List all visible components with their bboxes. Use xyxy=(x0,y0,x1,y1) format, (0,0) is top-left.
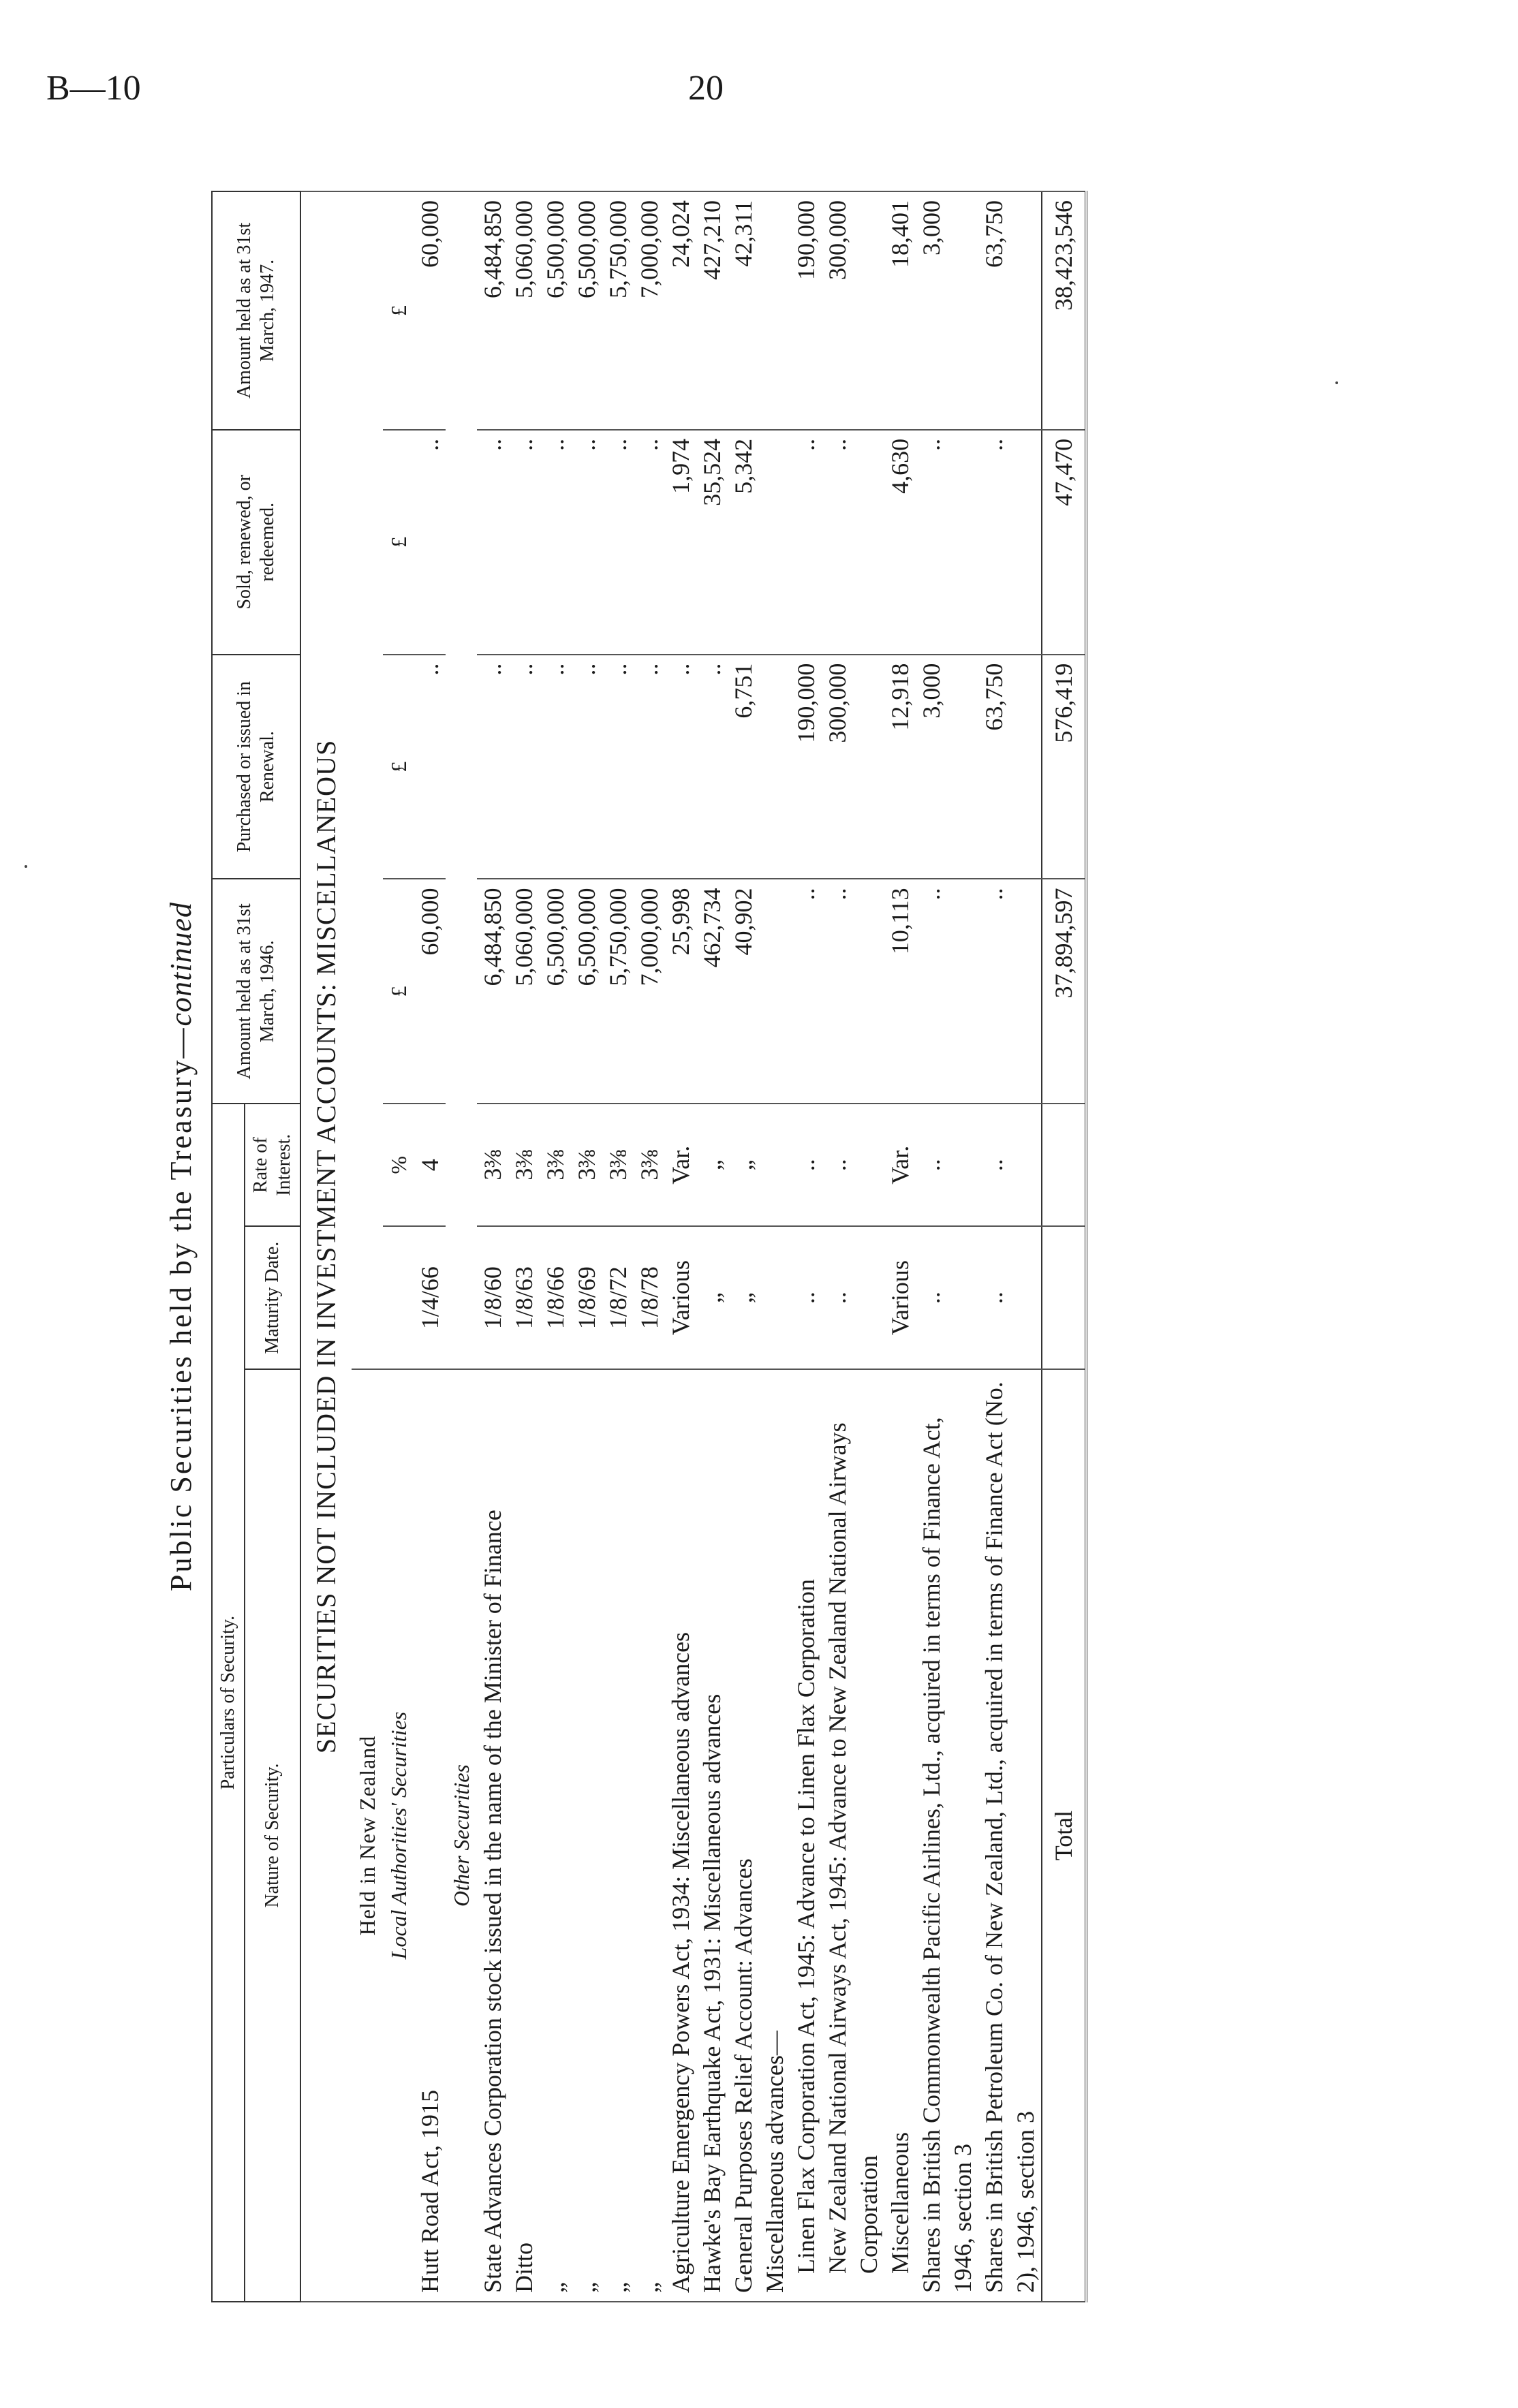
cell-rate xyxy=(759,1104,790,1226)
cell-nature: Hawke's Bay Earthquake Act, 1931: Miscellaneous advances xyxy=(696,1369,728,2302)
subheading-other xyxy=(446,1369,477,2302)
cell-held-1947: 24,024 xyxy=(665,191,696,430)
cell-purchased: 63,750 xyxy=(978,655,1042,879)
header-rate: Rate of Interest. xyxy=(245,1104,300,1226)
cell-rate: .. xyxy=(978,1104,1042,1226)
cell-maturity: 1/8/66 xyxy=(540,1226,571,1369)
cell-held-1947: 6,500,000 xyxy=(540,191,571,430)
subheading-held-nz-text: Held in New Zealand xyxy=(355,1735,380,1936)
page-number: 20 xyxy=(688,69,724,108)
cell-nature: Shares in British Commonwealth Pacific Airlines, Ltd., acquired in terms of Finance Act, 1946, section 3 xyxy=(916,1369,978,2302)
print-speck xyxy=(25,865,27,868)
header-nature: Nature of Security. xyxy=(245,1369,300,2302)
table-row xyxy=(665,191,696,2302)
cell-purchased: 190,000 xyxy=(790,655,822,879)
header-sold: Sold, renewed, or redeemed. xyxy=(212,430,300,655)
total-held-1946: 37,894,597 xyxy=(1042,879,1086,1104)
header-held-1946: Amount held as at 31st March, 1946. xyxy=(212,879,300,1104)
cell-held-1946: 462,734 xyxy=(696,879,728,1104)
cell-nature: General Purposes Relief Account: Advances xyxy=(728,1369,759,2302)
cell-maturity: „ xyxy=(696,1226,728,1369)
cell-nature: Hutt Road Act, 1915 xyxy=(414,1369,446,2302)
cell-held-1947: 5,060,000 xyxy=(508,191,540,430)
subheading-row xyxy=(446,191,477,2302)
cell-rate: Var. xyxy=(665,1104,696,1226)
table-row xyxy=(414,191,446,2302)
cell-sold: .. xyxy=(822,430,884,655)
cell-purchased: 12,918 xyxy=(884,655,916,879)
cell-maturity: .. xyxy=(790,1226,822,1369)
cell-held-1947: 3,000 xyxy=(916,191,978,430)
cell-held-1947: 190,000 xyxy=(790,191,822,430)
cell-nature: „ xyxy=(634,1369,665,2302)
cell-rate: 4 xyxy=(414,1104,446,1226)
unit-pound: £ xyxy=(383,430,414,655)
table-title-continued: continued xyxy=(164,902,198,1027)
subheading-row xyxy=(383,191,414,2302)
subheading-other-text: Other Securities xyxy=(449,1764,474,1907)
cell-nature: „ xyxy=(602,1369,634,2302)
cell-rate: „ xyxy=(696,1104,728,1226)
header-purchased: Purchased or issued in Renewal. xyxy=(212,655,300,879)
cell-held-1946: 10,113 xyxy=(884,879,916,1104)
table-row xyxy=(696,191,728,2302)
securities-table xyxy=(211,191,1087,2302)
cell-nature: New Zealand National Airways Act, 1945: Advance to New Zealand National Airways Corporation xyxy=(822,1369,884,2302)
cell-held-1946: 5,750,000 xyxy=(602,879,634,1104)
cell-purchased: .. xyxy=(540,655,571,879)
cell-nature: Miscellaneous xyxy=(884,1369,916,2302)
table-row xyxy=(540,191,571,2302)
header-maturity: Maturity Date. xyxy=(245,1226,300,1369)
cell-held-1946 xyxy=(759,879,790,1104)
cell-maturity: .. xyxy=(916,1226,978,1369)
cell-nature: State Advances Corporation stock issued in the name of the Minister of Finance xyxy=(477,1369,508,2302)
table-row xyxy=(508,191,540,2302)
cell-purchased: .. xyxy=(414,655,446,879)
cell-held-1947: 18,401 xyxy=(884,191,916,430)
cell-held-1947: 300,000 xyxy=(822,191,884,430)
total-row xyxy=(1042,191,1086,2302)
cell-rate: .. xyxy=(822,1104,884,1226)
table-row xyxy=(884,191,916,2302)
cell-sold xyxy=(759,430,790,655)
cell-held-1947: 60,000 xyxy=(414,191,446,430)
cell-held-1947: 427,210 xyxy=(696,191,728,430)
cell-purchased: .. xyxy=(571,655,602,879)
cell-nature: Linen Flax Corporation Act, 1945: Advance to Linen Flax Corporation xyxy=(790,1369,822,2302)
cell-sold: .. xyxy=(602,430,634,655)
cell-rate: 3⅜ xyxy=(477,1104,508,1226)
subheading-held-nz xyxy=(352,1369,383,2302)
table-row xyxy=(728,191,759,2302)
page-reference: B—10 xyxy=(46,69,141,108)
unit-pound: £ xyxy=(383,655,414,879)
cell-held-1946: .. xyxy=(822,879,884,1104)
cell-purchased: 300,000 xyxy=(822,655,884,879)
cell-held-1947: 63,750 xyxy=(978,191,1042,430)
cell-held-1947: 7,000,000 xyxy=(634,191,665,430)
cell-maturity: 1/8/63 xyxy=(508,1226,540,1369)
cell-maturity xyxy=(759,1226,790,1369)
cell-rate: „ xyxy=(728,1104,759,1226)
cell-sold: 5,342 xyxy=(728,430,759,655)
table-header xyxy=(212,191,300,2302)
cell-held-1947 xyxy=(759,191,790,430)
cell-held-1946: .. xyxy=(916,879,978,1104)
table-row xyxy=(477,191,508,2302)
table-row xyxy=(822,191,884,2302)
cell-rate: .. xyxy=(916,1104,978,1226)
cell-rate: 3⅜ xyxy=(634,1104,665,1226)
cell-maturity: 1/8/69 xyxy=(571,1226,602,1369)
cell-rate: 3⅜ xyxy=(508,1104,540,1226)
cell-nature: Miscellaneous advances— xyxy=(759,1369,790,2302)
unit-pct: % xyxy=(383,1104,414,1226)
cell-purchased: .. xyxy=(665,655,696,879)
cell-nature: „ xyxy=(571,1369,602,2302)
cell-sold: 1,974 xyxy=(665,430,696,655)
table-title xyxy=(164,191,198,2302)
cell-sold: .. xyxy=(790,430,822,655)
cell-sold: .. xyxy=(508,430,540,655)
cell-nature: „ xyxy=(540,1369,571,2302)
cell-purchased xyxy=(759,655,790,879)
unit-pound: £ xyxy=(383,879,414,1104)
cell-maturity: Various xyxy=(884,1226,916,1369)
cell-maturity: Various xyxy=(665,1226,696,1369)
cell-held-1946: 40,902 xyxy=(728,879,759,1104)
section-heading-row xyxy=(300,191,352,2302)
cell-held-1947: 6,484,850 xyxy=(477,191,508,430)
subheading-row xyxy=(352,191,383,2302)
cell-sold: .. xyxy=(634,430,665,655)
table-row xyxy=(759,191,790,2302)
cell-held-1946: 6,484,850 xyxy=(477,879,508,1104)
cell-purchased: .. xyxy=(477,655,508,879)
table-row xyxy=(790,191,822,2302)
cell-maturity: .. xyxy=(822,1226,884,1369)
table-row xyxy=(916,191,978,2302)
cell-held-1946: .. xyxy=(790,879,822,1104)
cell-held-1947: 42,311 xyxy=(728,191,759,430)
cell-held-1946: 60,000 xyxy=(414,879,446,1104)
table-body xyxy=(300,191,1086,2302)
cell-sold: .. xyxy=(916,430,978,655)
unit-pound: £ xyxy=(383,191,414,430)
cell-maturity: 1/8/78 xyxy=(634,1226,665,1369)
cell-held-1946: 25,998 xyxy=(665,879,696,1104)
cell-held-1946: 6,500,000 xyxy=(540,879,571,1104)
cell-rate: 3⅜ xyxy=(571,1104,602,1226)
cell-maturity: .. xyxy=(978,1226,1042,1369)
table-row xyxy=(634,191,665,2302)
cell-held-1946: 5,060,000 xyxy=(508,879,540,1104)
cell-nature: Ditto xyxy=(508,1369,540,2302)
cell-rate: 3⅜ xyxy=(602,1104,634,1226)
cell-nature: Shares in British Petroleum Co. of New Zealand, Ltd., acquired in terms of Finance Act (No. 2), 1946, section 3 xyxy=(978,1369,1042,2302)
cell-sold: .. xyxy=(477,430,508,655)
cell-purchased: .. xyxy=(508,655,540,879)
cell-purchased: .. xyxy=(696,655,728,879)
cell-purchased: 3,000 xyxy=(916,655,978,879)
table-title-main: Public Securities held by the Treasury— xyxy=(164,1026,198,1592)
subheading-local xyxy=(383,1369,414,2302)
total-held-1947: 38,423,546 xyxy=(1042,191,1086,430)
cell-sold: 4,630 xyxy=(884,430,916,655)
cell-rate: .. xyxy=(790,1104,822,1226)
header-held-1947: Amount held as at 31st March, 1947. xyxy=(212,191,300,430)
total-label: Total xyxy=(1042,1369,1086,2302)
cell-sold: 35,524 xyxy=(696,430,728,655)
table-row xyxy=(571,191,602,2302)
total-sold: 47,470 xyxy=(1042,430,1086,655)
cell-rate: Var. xyxy=(884,1104,916,1226)
cell-held-1946: .. xyxy=(978,879,1042,1104)
cell-maturity: „ xyxy=(728,1226,759,1369)
cell-sold: .. xyxy=(978,430,1042,655)
subheading-local-text: Local Authorities' Securities xyxy=(386,1711,411,1960)
cell-purchased: 6,751 xyxy=(728,655,759,879)
cell-held-1946: 7,000,000 xyxy=(634,879,665,1104)
cell-maturity: 1/8/60 xyxy=(477,1226,508,1369)
cell-purchased: .. xyxy=(634,655,665,879)
cell-held-1947: 6,500,000 xyxy=(571,191,602,430)
table-row xyxy=(602,191,634,2302)
rotated-table-block xyxy=(164,191,1472,2302)
cell-maturity: 1/4/66 xyxy=(414,1226,446,1369)
cell-held-1946: 6,500,000 xyxy=(571,879,602,1104)
section-heading: SECURITIES NOT INCLUDED IN INVESTMENT ACCOUNTS: MISCELLANEOUS xyxy=(300,191,352,2302)
cell-sold: .. xyxy=(540,430,571,655)
table-row xyxy=(978,191,1042,2302)
cell-purchased: .. xyxy=(602,655,634,879)
total-purchased: 576,419 xyxy=(1042,655,1086,879)
cell-held-1947: 5,750,000 xyxy=(602,191,634,430)
cell-maturity: 1/8/72 xyxy=(602,1226,634,1369)
header-particulars: Particulars of Security. xyxy=(212,1104,245,2302)
cell-nature: Agriculture Emergency Powers Act, 1934: Miscellaneous advances xyxy=(665,1369,696,2302)
cell-sold: .. xyxy=(571,430,602,655)
cell-sold: .. xyxy=(414,430,446,655)
cell-rate: 3⅜ xyxy=(540,1104,571,1226)
